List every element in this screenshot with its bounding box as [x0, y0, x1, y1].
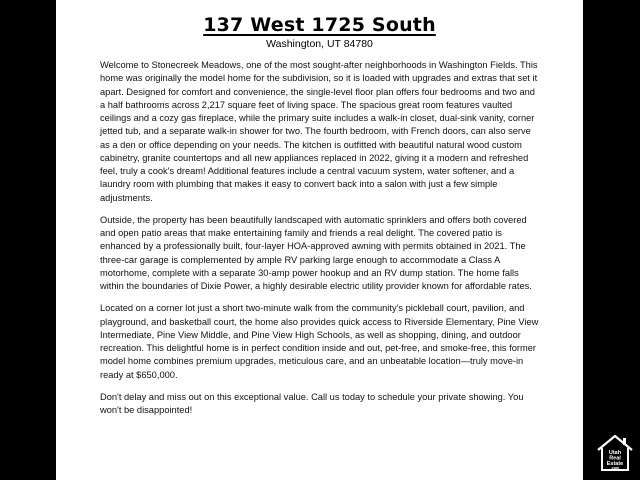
page-subtitle: Washington, UT 84780	[266, 38, 373, 50]
logo-line-2: Real	[609, 455, 621, 462]
paragraph-intro: Welcome to Stonecreek Meadows, one of the most sought-after neighborhoods in Washington Fields. This home was originally the model home for the subdivision, so it is loaded with upgrades and extras that set it apart. Designed for comfort and convenience, the single-level floor plan offers four bedrooms and two and a half bathrooms across 2,217 square feet of living space. The spacious great room features vaulted ceilings and a cozy gas fireplace, while the primary suite includes a walk-in closet, dual-sink vanity, corner jetted tub, and a separate walk-in shower for two. The fourth bedroom, with French doors, can also serve as a den or office depending on your needs. The kitchen is outfitted with beautiful natural wood custom cabinetry, granite countertops and all new appliances replaced in 2022, giving it a modern and refreshed feel, truly a cook's dream! Additional features include a central vacuum system, water softener, and a laundry room with plumbing that makes it easy to convert back into a salon with just a few simple adjustments.	[100, 60, 538, 203]
paragraph-outside: Outside, the property has been beautifully landscaped with automatic sprinklers and offers both covered and open patio areas that make entertaining family and friends a real delight. The covered patio is enhanced by a professionally built, four-layer HOA-approved awning with permits obtained in 2021. The three-car garage is complemented by ample RV parking large enough to accommodate a Class A motorhome, complete with a separate 30-amp power hookup and an RV dump station. The home falls within the boundaries of Dixie Power, a highly desirable electric utility provider known for affordable rates.	[100, 214, 532, 291]
logo-line-1: Utah	[608, 450, 622, 456]
document-page	[56, 0, 583, 480]
logo-line-4: .com	[610, 466, 620, 470]
house-logo-icon	[594, 432, 636, 474]
paragraph-closing: Don't delay and miss out on this exceptional value. Call us today to schedule your private showing. You won't be disappointed!	[100, 391, 524, 415]
page-title: 137 West 1725 South	[203, 14, 436, 36]
document-body	[100, 59, 540, 426]
paragraph-location: Located on a corner lot just a short two-minute walk from the community's pickleball court, pavilion, and playground, and basketball court, the home also provides quick access to Riverside Elementary, Pine View Intermediate, Pine View Middle, and Pine View High Schools, as well as shopping, dining, and outdoor recreation. This delightful home is in perfect condition inside and out, pet-free, and smoke-free, this former model home combines premium upgrades, meticulous care, and an unbeatable location—truly move-in ready at $650,000.	[100, 303, 539, 380]
logo-line-3: Estate	[606, 461, 624, 467]
